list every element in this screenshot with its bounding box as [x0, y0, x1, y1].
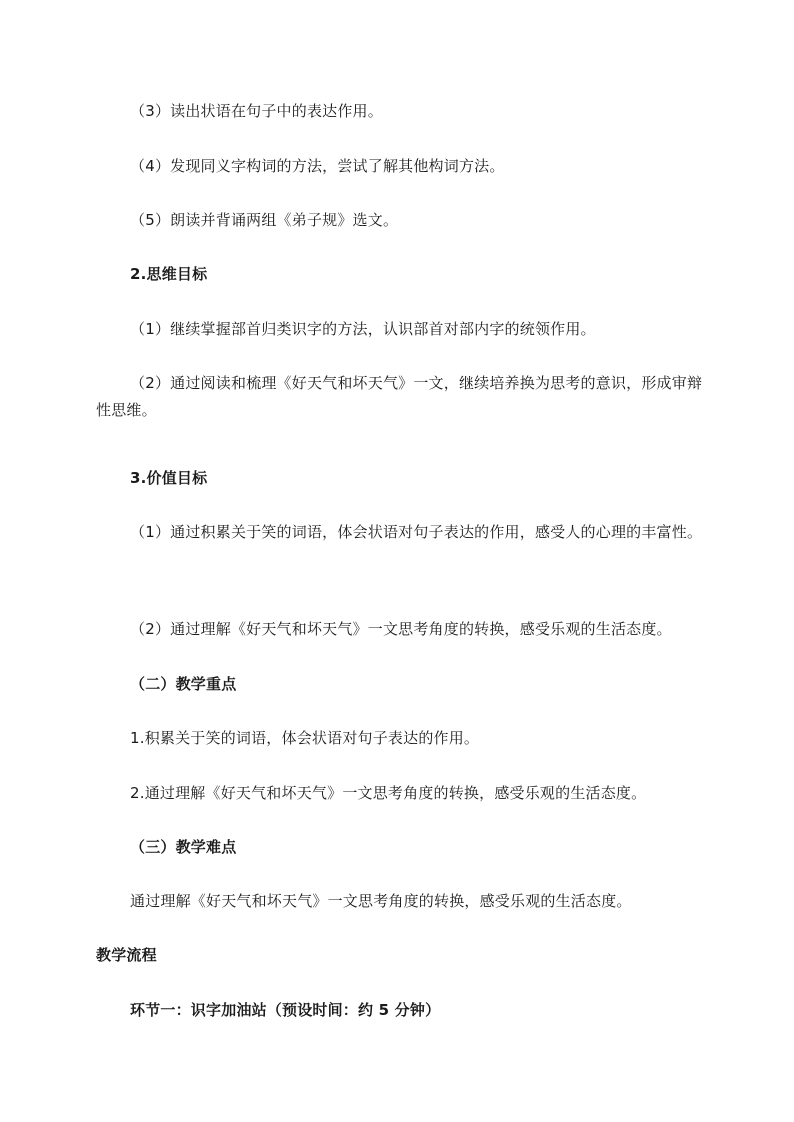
difficulty-item-1: 通过理解《好天气和坏天气》一文思考角度的转换，感受乐观的生活态度。: [130, 892, 632, 910]
process-heading: 教学流程: [96, 946, 157, 964]
knowledge-goal-item-4: （4）发现同义字构词的方法，尝试了解其他构词方法。: [130, 157, 505, 175]
knowledge-goal-item-3: （3）读出状语在句子中的表达作用。: [130, 102, 383, 120]
value-goals-heading: 3.价值目标: [130, 469, 208, 487]
thinking-goal-item-1: （1）继续掌握部首归类识字的方法，认识部首对部内字的统领作用。: [130, 320, 596, 338]
key-point-item-2: 2.通过理解《好天气和坏天气》一文思考角度的转换，感受乐观的生活态度。: [130, 784, 647, 802]
thinking-goals-heading: 2.思维目标: [130, 265, 208, 283]
key-point-item-1: 1.积累关于笑的词语，体会状语对句子表达的作用。: [130, 729, 480, 747]
difficulties-heading: （三）教学难点: [130, 838, 237, 856]
knowledge-goal-item-5: （5）朗读并背诵两组《弟子规》选文。: [130, 211, 399, 229]
value-goal-item-1: （1）通过积累关于笑的词语，体会状语对句子表达的作用，感受人的心理的丰富性。: [130, 523, 703, 541]
process-stage-1-heading: 环节一：识字加油站（预设时间：约 5 分钟）: [130, 1001, 441, 1019]
value-goal-item-2: （2）通过理解《好天气和坏天气》一文思考角度的转换，感受乐观的生活态度。: [130, 620, 672, 638]
thinking-goal-item-2: （2）通过阅读和梳理《好天气和坏天气》一文，继续培养换为思考的意识，形成审辩性思维。: [96, 374, 703, 419]
key-points-heading: （二）教学重点: [130, 675, 237, 693]
